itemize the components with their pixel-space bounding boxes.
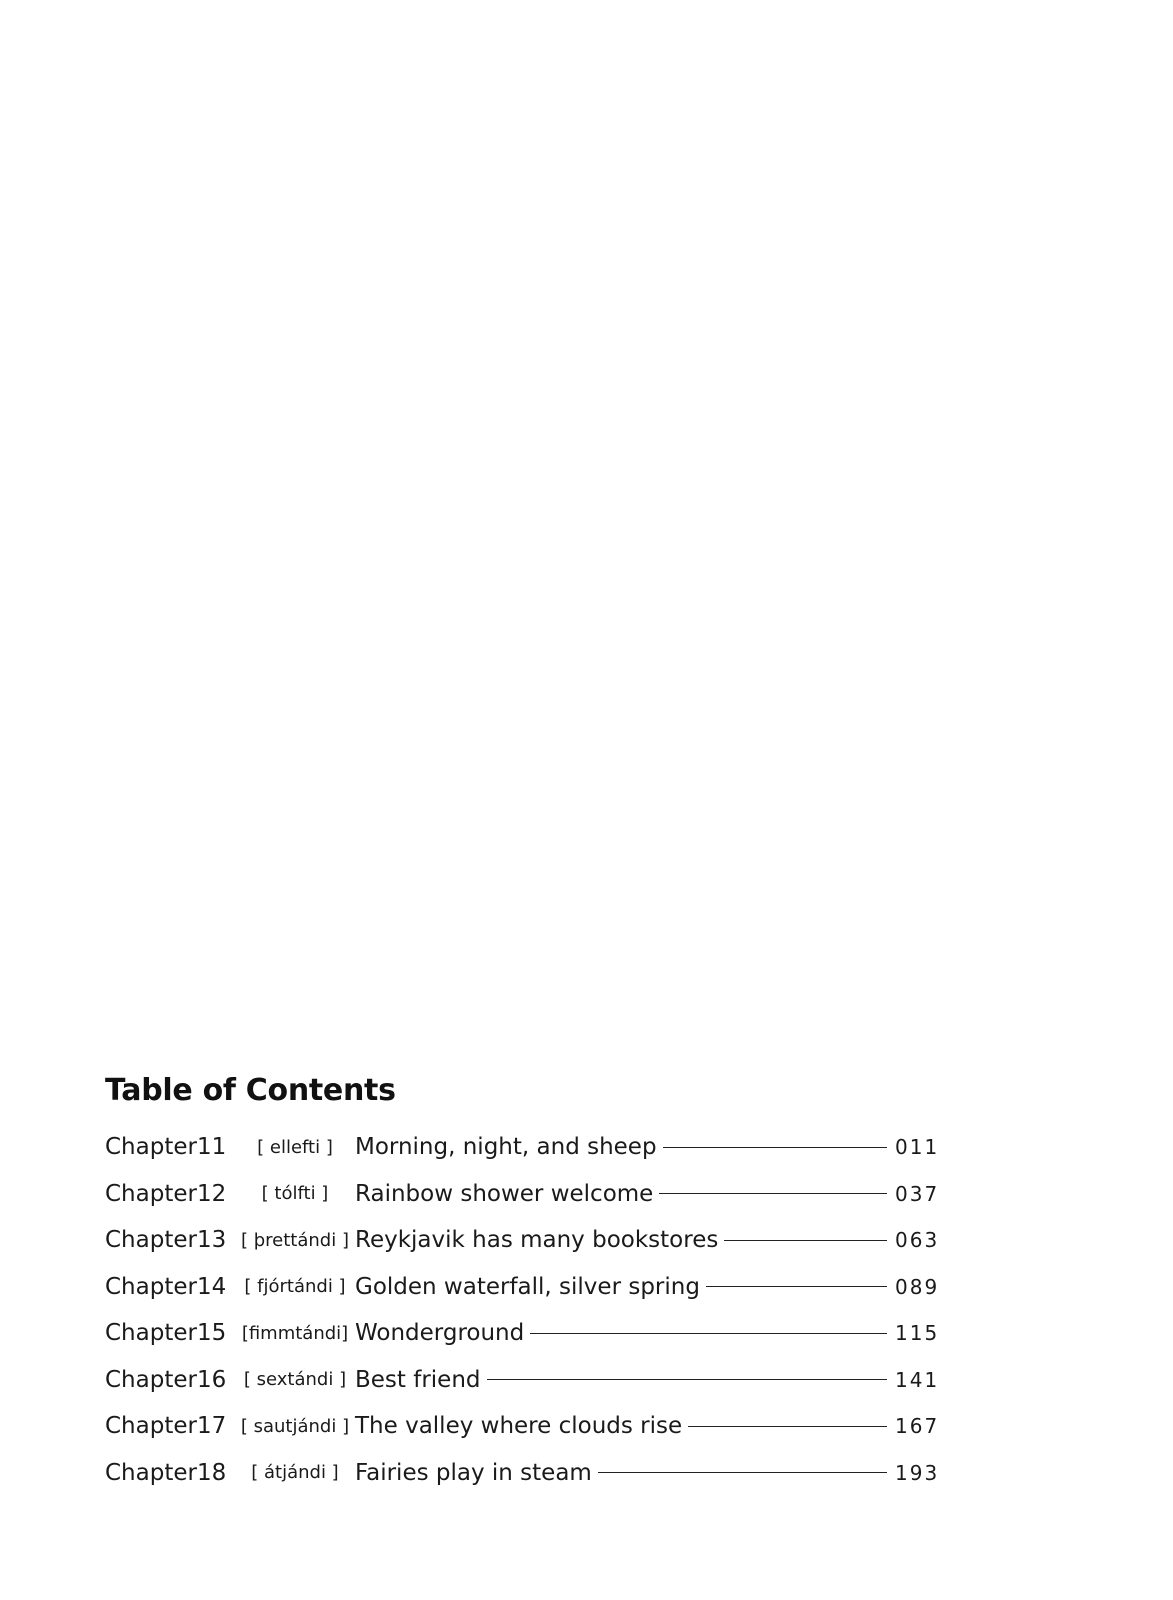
chapter-number: 15 <box>197 1320 227 1347</box>
chapter-icelandic-ordinal: [ ellefti ] <box>257 1136 333 1158</box>
chapter-title: Rainbow shower welcome <box>355 1180 654 1207</box>
page-number: 089 <box>895 1274 940 1299</box>
chapter-title: Golden waterfall, silver spring <box>355 1273 700 1300</box>
chapter-icelandic-ordinal: [ sextándi ] <box>243 1369 347 1391</box>
leader-line <box>530 1333 887 1334</box>
chapter-label: Chapter <box>105 1227 197 1254</box>
page-number: 193 <box>895 1460 940 1485</box>
leader-line <box>688 1426 887 1427</box>
table-of-contents <box>105 1070 945 1496</box>
leader-line <box>663 1147 887 1148</box>
chapter-icelandic-ordinal: [ þrettándi ] <box>241 1229 349 1251</box>
chapter-icelandic-ordinal: [fimmtándi] <box>241 1322 349 1344</box>
leader-line <box>724 1240 887 1241</box>
leader-line <box>706 1286 887 1287</box>
toc-entry <box>105 1450 945 1497</box>
toc-heading: Table of Contents <box>105 1073 396 1108</box>
page-number: 037 <box>895 1181 940 1206</box>
leader-line <box>598 1472 887 1473</box>
chapter-label: Chapter <box>105 1273 197 1300</box>
chapter-label: Chapter <box>105 1180 197 1207</box>
chapter-label: Chapter <box>105 1413 197 1440</box>
chapter-title: Wonderground <box>355 1320 525 1347</box>
chapter-icelandic-ordinal: [ sautjándi ] <box>240 1415 350 1437</box>
toc-entry <box>105 1310 945 1357</box>
page-number: 167 <box>895 1414 940 1439</box>
chapter-number: 18 <box>197 1459 227 1486</box>
page-number: 141 <box>895 1367 940 1392</box>
chapter-icelandic-ordinal: [ átjándi ] <box>251 1462 339 1484</box>
chapter-number: 11 <box>197 1134 227 1161</box>
toc-entry <box>105 1357 945 1404</box>
leader-line <box>487 1379 887 1380</box>
chapter-number: 12 <box>197 1180 227 1207</box>
chapter-title: Reykjavik has many bookstores <box>355 1227 719 1254</box>
chapter-icelandic-ordinal: [ tólfti ] <box>261 1183 329 1205</box>
chapter-number: 17 <box>197 1413 227 1440</box>
chapter-label: Chapter <box>105 1459 197 1486</box>
chapter-title: Fairies play in steam <box>355 1459 592 1486</box>
chapter-icelandic-ordinal: [ fjórtándi ] <box>244 1276 346 1298</box>
chapter-label: Chapter <box>105 1134 197 1161</box>
toc-entry <box>105 1124 945 1171</box>
toc-entry <box>105 1171 945 1218</box>
page-number: 011 <box>895 1135 940 1160</box>
chapter-number: 16 <box>197 1366 227 1393</box>
toc-entry <box>105 1264 945 1311</box>
chapter-label: Chapter <box>105 1320 197 1347</box>
toc-entry <box>105 1403 945 1450</box>
chapter-label: Chapter <box>105 1366 197 1393</box>
chapter-number: 13 <box>197 1227 227 1254</box>
chapter-title: The valley where clouds rise <box>355 1413 683 1440</box>
chapter-title: Morning, night, and sheep <box>355 1134 657 1161</box>
page-number: 063 <box>895 1228 940 1253</box>
page-number: 115 <box>895 1321 940 1346</box>
chapter-number: 14 <box>197 1273 227 1300</box>
leader-line <box>659 1193 887 1194</box>
chapter-title: Best friend <box>355 1366 481 1393</box>
toc-entry <box>105 1217 945 1264</box>
